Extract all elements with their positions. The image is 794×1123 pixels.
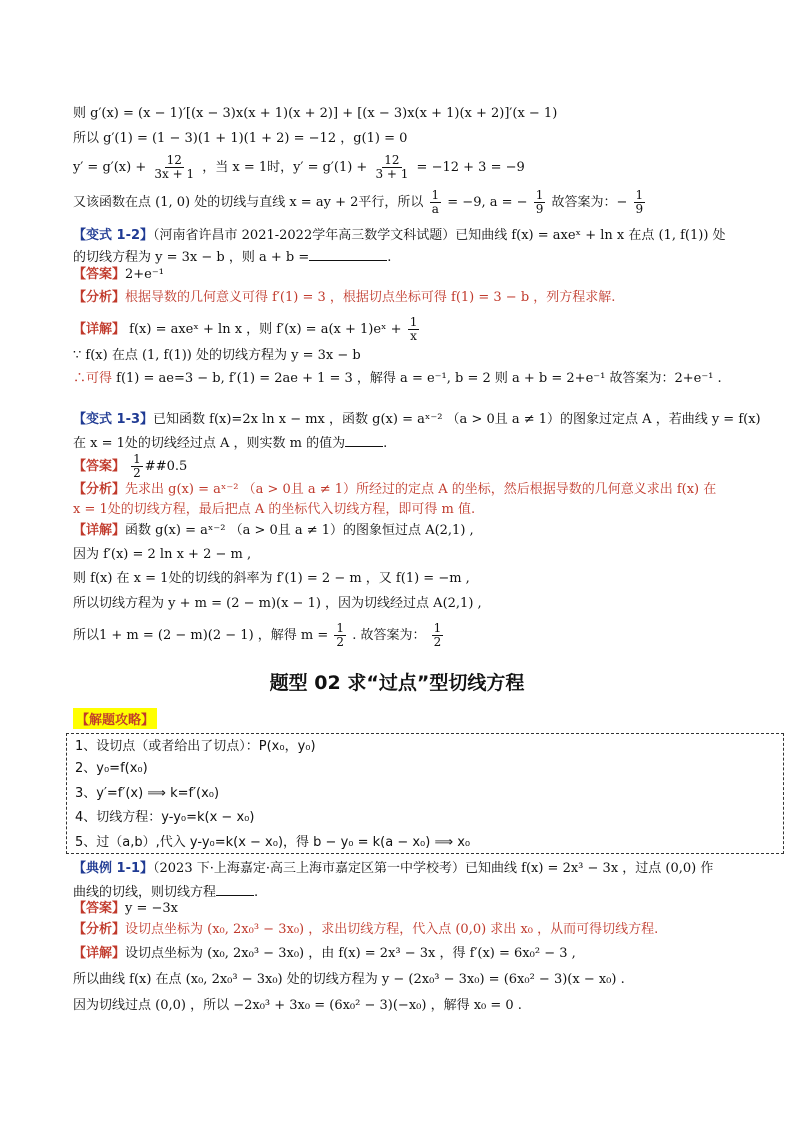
numerator: 1 [635,188,644,202]
variant-1-2-line-1 [73,228,726,244]
fraction [430,189,442,216]
example-1-1-line-2: 曲线的切线，则切线方程 . [73,885,259,900]
detail-line-5 [73,622,445,649]
analysis-tag: 【分析】 [73,290,126,305]
numerator: 1 [431,188,440,202]
detail-line-3: 因为切线过点 (0,0) ，所以 −2x₀³ + 3x₀ = (6x₀² − 3)(−x₀) ，解得 x₀ = 0 . [73,998,522,1013]
analysis-text: 先求出 g(x) = aˣ⁻² （a > 0且 a ≠ 1）所经过的定点 A 的坐标，然后根据导数的几何意义求出 f(x) 在 [125,482,717,497]
fraction [408,316,420,343]
text: f(x) = axeˣ + ln x ，则 f′(x) = a(x + 1)eˣ + [129,322,402,337]
detail-line-4: 所以切线方程为 y + m = (2 − m)(x − 1) ，因为切线经过点 A(2,1) , [73,596,482,611]
fraction [152,154,196,181]
derivation-line-3 [73,154,525,181]
numerator: 12 [384,153,400,167]
answer-value: y = −3x [125,901,179,916]
answer-tag: 【答案】 [73,901,126,916]
strategy-step-5: 5、过（a,b）,代入 y-y₀=k(x − x₀)，得 b − y₀ = k(a − x₀) ⟹ x₀ [75,835,471,850]
variant-tag: 【变式 1-2】 [73,228,154,243]
answer-tag: 【答案】 [73,267,126,282]
numerator: 1 [336,621,345,635]
text: = −9, a = − [447,195,528,210]
derivation-line-2: 所以 g′(1) = (1 − 3)(1 + 1)(1 + 2) = −12 ，g(1) = 0 [73,131,408,146]
text: 的切线方程为 y = 3x − b ，则 a + b = [73,250,310,265]
variant-1-3-line-1 [73,412,761,428]
fraction [373,154,410,181]
answer-blank [345,434,383,447]
answer-blank [309,248,387,261]
text: y′ = g′(x) + [73,160,147,175]
analysis-text: 根据导数的几何意义可得 f′(1) = 3 ，根据切点坐标可得 f(1) = 3 − b ，列方程求解. [125,290,616,305]
numerator: 1 [535,188,544,202]
numerator: 1 [433,621,442,635]
detail-line [73,523,474,539]
detail-line [73,946,576,962]
denominator: 2 [133,466,141,480]
detail-line-2: ∵ f(x) 在点 (1, f(1)) 处的切线方程为 y = 3x − b [73,348,361,363]
strategy-step-1: 1、设切点（或者给出了切点）：P(x₀，y₀) [75,739,316,754]
detail-line [73,316,421,343]
text: f(1) = ae=3 − b, f′(1) = 2ae + 1 = 3 ，解得 a = e⁻¹, b = 2 则 a + b = 2+e⁻¹ 故答案为：2+e⁻¹ . [116,371,722,386]
denominator: a [431,202,439,216]
fraction [131,453,143,480]
detail-tag: 【详解】 [73,946,126,961]
text: 曲线的切线，则切线方程 [73,885,217,900]
text: 已知函数 f(x)=2x ln x − mx ，函数 g(x) = aˣ⁻² （a > 0且 a ≠ 1）的图象过定点 A ，若曲线 y = f(x) [153,412,761,427]
derivation-line-1: 则 g′(x) = (x − 1)′[(x − 3)x(x + 1)(x + 2)] + [(x − 3)x(x + 1)(x + 2)]′(x − 1) [73,106,558,121]
example-1-1-line-1 [73,861,713,877]
answer-line [73,453,187,480]
numerator: 12 [166,153,182,167]
analysis-line-2: x = 1处的切线方程，最后把点 A 的坐标代入切线方程，即可得 m 值. [73,502,476,517]
strategy-badge: 【解题攻略】 [73,708,157,729]
text: 又该函数在点 (1, 0) 处的切线与直线 x = ay + 2平行，所以 [73,195,424,210]
analysis-line [73,290,615,306]
fraction [634,189,646,216]
detail-tag: 【详解】 [73,322,126,337]
fraction [432,622,444,649]
denominator: 2 [336,635,345,649]
denominator: 3 + 1 [375,167,409,181]
denominator: 2 [433,635,442,649]
text: 故答案为：− [551,195,628,210]
section-title: 题型 02 求“过点”型切线方程 [269,672,525,694]
answer-tag: 【答案】 [73,459,126,474]
numerator: 1 [133,452,141,466]
example-tag: 【典例 1-1】 [73,861,154,876]
detail-line-2: 因为 f′(x) = 2 ln x + 2 − m , [73,547,252,562]
detail-line-3 [73,371,722,387]
text: ∴可得 [73,371,113,386]
text: 所以1 + m = (2 − m)(2 − 1) ，解得 m = [73,628,329,643]
strategy-step-4: 4、切线方程：y-y₀=k(x − x₀) [75,810,255,825]
text: 函数 g(x) = aˣ⁻² （a > 0且 a ≠ 1）的图象恒过点 A(2,1) , [125,523,474,538]
text: = −12 + 3 = −9 [416,160,525,175]
detail-line-3: 则 f(x) 在 x = 1处的切线的斜率为 f′(1) = 2 − m ，又 f(1) = −m , [73,571,470,586]
analysis-line [73,922,658,938]
fraction [334,622,346,649]
text: . 故答案为： [352,628,426,643]
denominator: x [410,329,417,343]
text: ，当 x = 1时，y′ = g′(1) + [202,160,368,175]
denominator: 3x + 1 [154,167,195,181]
denominator: 9 [535,202,544,216]
analysis-text: 设切点坐标为 (x₀, 2x₀³ − 3x₀) ，求出切线方程，代入点 (0,0) 求出 x₀ ，从而可得切线方程. [125,922,659,937]
denominator: 9 [635,202,644,216]
fraction [534,189,546,216]
strategy-step-2: 2、y₀=f(x₀) [75,761,148,776]
variant-1-3-line-2: 在 x = 1处的切线经过点 A ，则实数 m 的值为 . [73,436,388,451]
variant-1-2-line-2: 的切线方程为 y = 3x − b ，则 a + b = . [73,250,392,265]
text: （2023 下·上海嘉定·高三上海市嘉定区第一中学校考）已知曲线 f(x) = 2x³ − 3x ，过点 (0,0) 作 [153,861,714,876]
derivation-line-4 [73,189,647,216]
text: （河南省许昌市 2021-2022学年高三数学文科试题）已知曲线 f(x) = axeˣ + ln x 在点 (1, f(1)) 处 [153,228,726,243]
strategy-box [66,733,784,854]
text: 在 x = 1处的切线经过点 A ，则实数 m 的值为 [73,436,346,451]
detail-tag: 【详解】 [73,523,126,538]
answer-value: 2+e⁻¹ [125,267,164,282]
detail-line-2: 所以曲线 f(x) 在点 (x₀, 2x₀³ − 3x₀) 处的切线方程为 y − (2x₀³ − 3x₀) = (6x₀² − 3)(x − x₀) . [73,972,625,987]
analysis-line [73,482,716,498]
answer-line [73,901,178,917]
numerator: 1 [409,315,418,329]
strategy-step-3: 3、y′=f′(x) ⟹ k=f′(x₀) [75,786,220,801]
answer-line [73,267,164,283]
analysis-tag: 【分析】 [73,922,126,937]
answer-blank [216,883,254,896]
answer-tail: ##0.5 [144,459,188,474]
analysis-tag: 【分析】 [73,482,126,497]
text: 设切点坐标为 (x₀, 2x₀³ − 3x₀) ，由 f(x) = 2x³ − 3x ，得 f′(x) = 6x₀² − 3 , [125,946,576,961]
variant-tag: 【变式 1-3】 [73,412,154,427]
